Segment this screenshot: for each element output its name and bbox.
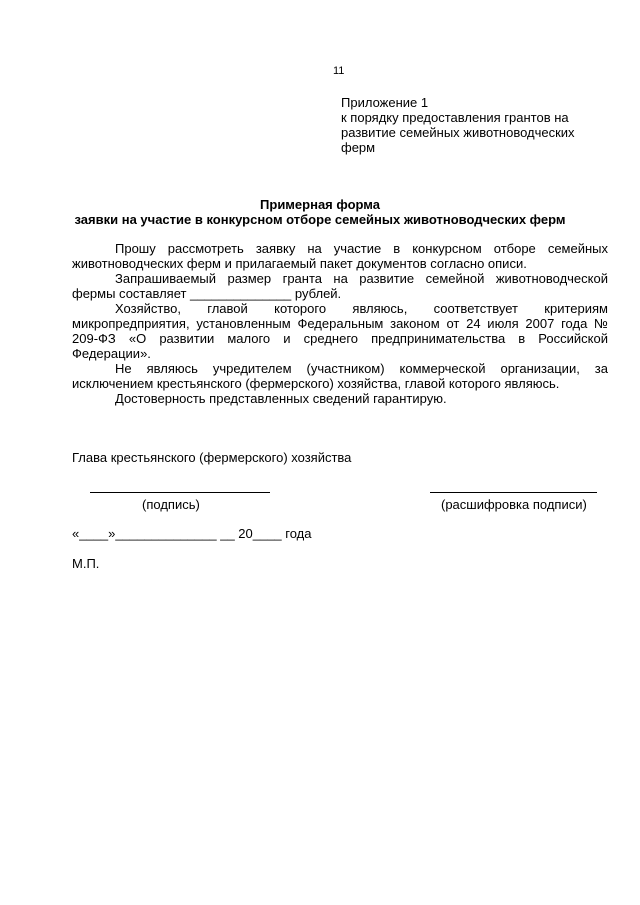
annex-line: Приложение 1 bbox=[341, 95, 429, 110]
page-number: 11 bbox=[333, 65, 345, 77]
signature-decode-line bbox=[430, 492, 597, 493]
paragraph-guarantee: Достоверность представленных сведений гарантирую. bbox=[115, 391, 447, 406]
form-subtitle: заявки на участие в конкурсном отборе семейных животноводческих ферм bbox=[74, 212, 566, 227]
signature-line bbox=[90, 492, 270, 493]
annex-line: развитие семейных животноводческих bbox=[341, 125, 575, 140]
annex-header bbox=[341, 95, 601, 155]
annex-line: к порядку предоставления грантов на bbox=[341, 110, 569, 125]
annex-line: ферм bbox=[341, 140, 376, 155]
paragraph-request: Прошу рассмотреть заявку на участие в конкурсном отборе семейных животноводческих ферм и прилагаемый пакет документов согласно описи. bbox=[72, 241, 608, 271]
paragraph-micro-enterprise: Хозяйство, главой которого являюсь, соответствует критериям микропредприятия, установленным Федеральным законом от 24 июля 2007 года № 209-ФЗ «О развитии малого и среднего предпринимательства в Российской Федерации». bbox=[72, 301, 608, 361]
paragraph-not-founder: Не являюсь учредителем (участником) коммерческой организации, за исключением крестьянского (фермерского) хозяйства, главой которого являюсь. bbox=[72, 361, 608, 391]
paragraph-grant-amount: Запрашиваемый размер гранта на развитие семейной животноводческой фермы составляет ______________ рублей. bbox=[72, 271, 608, 301]
head-of-farm-label: Глава крестьянского (фермерского) хозяйства bbox=[72, 450, 352, 465]
stamp-place-label: М.П. bbox=[72, 556, 100, 571]
signature-label: (подпись) bbox=[142, 497, 200, 512]
form-body bbox=[72, 241, 608, 406]
date-line: «____»______________ __ 20____ года bbox=[72, 526, 312, 541]
signature-decode-label: (расшифровка подписи) bbox=[441, 497, 587, 512]
form-title: Примерная форма bbox=[260, 197, 380, 212]
